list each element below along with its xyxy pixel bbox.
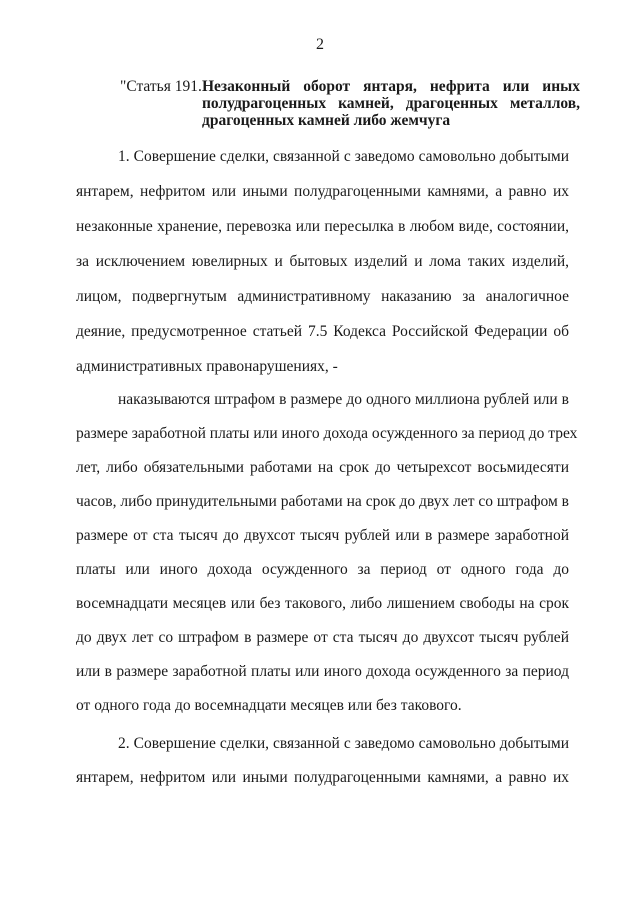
paragraph-line: восемнадцати месяцев или без такового, либо лишением свободы на срок bbox=[76, 595, 569, 612]
paragraph-line: размере от ста тысяч до двухсот тысяч рублей или в размере заработной bbox=[76, 527, 569, 544]
paragraph-line: 1. Совершение сделки, связанной с заведомо самовольно добытыми bbox=[118, 148, 569, 165]
paragraph-line: до двух лет со штрафом в размере от ста тысяч до двухсот тысяч рублей bbox=[76, 629, 569, 646]
paragraph-line: лет, либо обязательными работами на срок до четырехсот восьмидесяти bbox=[76, 459, 569, 476]
article-title: Незаконный оборот янтаря, нефрита или иных полудрагоценных камней, драгоценных металлов, драгоценных камней либо жемчуга bbox=[202, 78, 580, 129]
paragraph-line: лицом, подвергнутым административному наказанию за аналогичное bbox=[76, 288, 569, 305]
paragraph-line: платы или иного дохода осужденного за период от одного года до bbox=[76, 561, 569, 578]
paragraph-line: размере заработной платы или иного дохода осужденного за период до трех bbox=[76, 425, 578, 442]
paragraph-line: 2. Совершение сделки, связанной с заведомо самовольно добытыми bbox=[118, 735, 569, 752]
paragraph-line: административных правонарушениях, - bbox=[76, 358, 338, 375]
article-label: "Статья 191. bbox=[120, 78, 202, 95]
paragraph-line: наказываются штрафом в размере до одного миллиона рублей или в bbox=[118, 391, 569, 408]
paragraph-line: деяние, предусмотренное статьей 7.5 Кодекса Российской Федерации об bbox=[76, 323, 569, 340]
paragraph-line: янтарем, нефритом или иными полудрагоценными камнями, а равно их bbox=[76, 183, 569, 200]
paragraph-line: янтарем, нефритом или иными полудрагоценными камнями, а равно их bbox=[76, 769, 569, 786]
paragraph-line: или в размере заработной платы или иного дохода осужденного за период bbox=[76, 663, 569, 680]
paragraph-line: незаконные хранение, перевозка или пересылка в любом виде, состоянии, bbox=[76, 218, 569, 235]
page-number: 2 bbox=[316, 36, 324, 53]
paragraph-line: часов, либо принудительными работами на срок до двух лет со штрафом в bbox=[76, 493, 569, 510]
paragraph-line: за исключением ювелирных и бытовых изделий и лома таких изделий, bbox=[76, 253, 569, 270]
paragraph-line: от одного года до восемнадцати месяцев или без такового. bbox=[76, 697, 462, 714]
